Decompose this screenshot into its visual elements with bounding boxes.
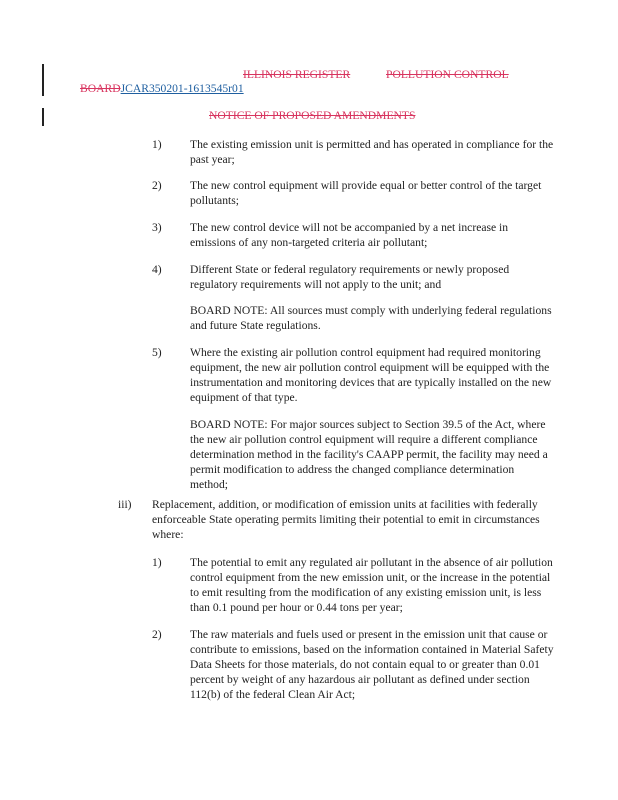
doc-id: JCAR350201-1613545r01 bbox=[120, 82, 244, 95]
item-text: The potential to emit any regulated air pollutant in the absence of air pollution control equipment from the new emission unit, or the increase in the potential to emit resulting from the modification of any existing emission unit, is less than 0.1 pound per hour or 0.44 tons per year; bbox=[190, 556, 553, 614]
board-name-cont: BOARD bbox=[80, 82, 121, 95]
section-number: iii) bbox=[118, 498, 132, 511]
change-bar bbox=[42, 108, 44, 126]
section-text: Replacement, addition, or modification of emission units at facilities with federally enforceable State operating permits limiting their potential to emit in circumstances where: bbox=[152, 498, 540, 541]
item-text: The new control device will not be accompanied by a net increase in emissions of any non-targeted criteria air pollutant; bbox=[190, 221, 509, 249]
board-name: POLLUTION CONTROL bbox=[386, 68, 509, 81]
item-text: Where the existing air pollution control equipment had required monitoring equipment, the new air pollution control equipment will be equipped with the instrumentation and monitoring devices that are typically installed on the new equipment of that type. bbox=[190, 346, 552, 404]
item-number: 1) bbox=[152, 556, 162, 569]
register-title: ILLINOIS REGISTER bbox=[243, 68, 351, 81]
item-number: 5) bbox=[152, 346, 162, 359]
item-number: 2) bbox=[152, 179, 162, 192]
item-text: Different State or federal regulatory requirements or newly proposed regulatory requirements will not apply to the unit; and bbox=[190, 263, 510, 291]
item-number: 1) bbox=[152, 138, 162, 151]
notice-title: NOTICE OF PROPOSED AMENDMENTS bbox=[209, 109, 416, 122]
item-text: The new control equipment will provide equal or better control of the target pollutants; bbox=[190, 179, 542, 207]
item-number: 4) bbox=[152, 263, 162, 276]
note-text: BOARD NOTE: For major sources subject to Section 39.5 of the Act, where the new air pollution control equipment will require a different compliance determination method in the facility's CAAPP permit, the facility may need a permit modification to address the changed compliance determination method; bbox=[190, 418, 548, 491]
item-text: The raw materials and fuels used or present in the emission unit that cause or contribute to emissions, based on the information contained in Material Safety Data Sheets for those materials, do not contain equal to or greater than 0.01 percent by weight of any hazardous air pollutant as defined under section 112(b) of the federal Clean Air Act; bbox=[190, 628, 554, 701]
item-number: 2) bbox=[152, 628, 162, 641]
header-line2 bbox=[80, 81, 244, 96]
item-text: The existing emission unit is permitted and has operated in compliance for the past year; bbox=[190, 138, 554, 166]
item-number: 3) bbox=[152, 221, 162, 234]
change-bar bbox=[42, 64, 44, 96]
note-text: BOARD NOTE: All sources must comply with underlying federal regulations and future State regulations. bbox=[190, 304, 552, 332]
